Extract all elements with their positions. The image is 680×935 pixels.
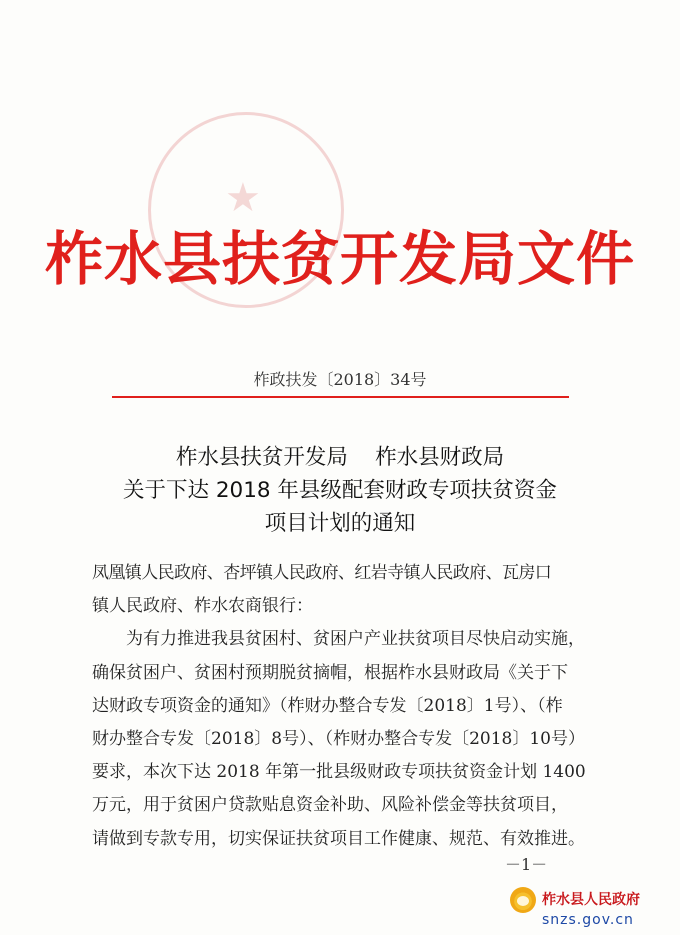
notice-title [0, 441, 680, 540]
notice-title-line-1: 柞水县扶贫开发局 柞水县财政局 [175, 445, 505, 470]
body-line-7: 请做到专款专用，切实保证扶贫项目工作健康、规范、有效推进。 [92, 828, 585, 849]
body-line-4: 财办整合专发〔2018〕8号）、（柞财办整合专发〔2018〕10号） [92, 729, 585, 750]
notice-title-line-2: 关于下达 2018 年县级配套财政专项扶贫资金 [123, 478, 557, 503]
watermark-site-url: snzs.gov.cn [542, 912, 634, 928]
header-divider-line [112, 396, 569, 398]
document-number: 柞政扶发〔2018〕34号 [253, 370, 427, 389]
seal-star-icon: ★ [225, 175, 261, 221]
page-number: －1－ [505, 855, 548, 874]
body-line-1: 为有力推进我县贫困村、贫困户产业扶贫项目尽快启动实施， [126, 629, 585, 650]
notice-title-line-3: 项目计划的通知 [264, 511, 416, 536]
watermark-site-name: 柞水县人民政府 [542, 892, 640, 908]
recipients-line-2: 镇人民政府、柞水农商银行： [92, 596, 313, 617]
document-header-title: 柞水县扶贫开发局文件 [44, 225, 635, 293]
body-line-2: 确保贫困户、贫困村预期脱贫摘帽，根据柞水县财政局《关于下 [92, 662, 568, 683]
body-line-5: 要求，本次下达 2018 年第一批县级财政专项扶贫资金计划 1400 [92, 762, 586, 783]
government-logo-icon [510, 887, 536, 913]
body-line-6: 万元，用于贫困户贷款贴息资金补助、风险补偿金等扶贫项目， [92, 795, 568, 816]
recipients-line-1: 凤凰镇人民政府、杏坪镇人民政府、红岩寺镇人民政府、瓦房口 [92, 563, 552, 583]
body-line-3: 达财政专项资金的通知》（柞财办整合专发〔2018〕1号）、（柞 [92, 695, 563, 716]
site-watermark [500, 883, 680, 935]
notice-body [92, 557, 592, 856]
